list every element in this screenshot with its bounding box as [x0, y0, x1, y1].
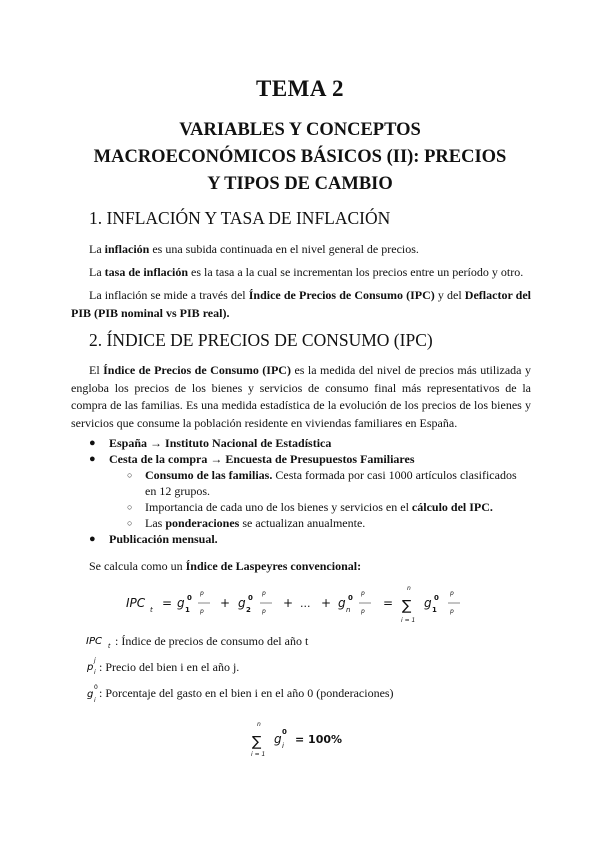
- bold-term: cálculo del IPC.: [411, 500, 493, 514]
- text: Las: [145, 516, 166, 530]
- def-g-sub: i: [94, 697, 96, 704]
- formula-plus: +: [220, 596, 231, 610]
- text: es la tasa a la cual se incrementan los precios entre un período y otro.: [188, 265, 524, 279]
- definition-text: : Índice de precios de consumo del año t: [115, 634, 309, 648]
- sum-result: = 100%: [295, 733, 343, 746]
- formula-pn-num: p: [361, 590, 365, 597]
- text: es una subida continuada en el nivel general de precios.: [149, 242, 419, 256]
- bullet-text: España → Instituto Nacional de Estadística: [109, 436, 332, 450]
- paragraph-inflacion: [71, 241, 531, 259]
- bold-term: ponderaciones: [165, 516, 240, 530]
- bullet-text: Cesta de la compra → Encuesta de Presupuestos Familiares: [109, 452, 415, 466]
- formula-g1: g: [177, 596, 185, 610]
- formula-plus: +: [321, 596, 332, 610]
- paragraph-ipc: [71, 362, 531, 432]
- formula-p1-num: p: [200, 590, 204, 597]
- sum-weights-formula: [245, 716, 365, 760]
- text: y del: [434, 288, 465, 302]
- formula-plus: +: [283, 596, 294, 610]
- sub-bullet-ponderaciones: [145, 515, 365, 531]
- formula-sum-i: i = 1: [401, 617, 416, 624]
- def-p-sup: j: [94, 657, 96, 664]
- bullet-cesta: [109, 451, 415, 467]
- definition-text: : Porcentaje del gasto en el bien i en el año 0 (ponderaciones): [99, 686, 394, 700]
- formula-dots: ...: [300, 597, 311, 610]
- sum-sigma: ∑: [252, 734, 262, 750]
- sum-n: n: [257, 721, 261, 728]
- formula-g2-sub: 2: [246, 606, 251, 614]
- def-p-sub: i: [94, 669, 96, 676]
- definition-precio: [99, 660, 239, 675]
- formula-g1-sub: 1: [185, 606, 190, 614]
- formula-gi-sup: 0: [434, 594, 439, 602]
- formula-gn-sub: n: [346, 606, 351, 614]
- formula-ipc-sub: t: [150, 606, 153, 614]
- sum-i: i = 1: [251, 751, 266, 758]
- formula-gn-sup: 0: [348, 594, 353, 602]
- sum-g: g: [274, 732, 282, 746]
- def-p-text: p: [87, 662, 94, 673]
- text: La inflación se mide a través del: [89, 288, 249, 302]
- paragraph-medicion: [71, 287, 531, 322]
- subtitle-line-2: MACROECONÓMICOS BÁSICOS (II): PRECIOS: [93, 147, 507, 167]
- definition-text: : Precio del bien i en el año j.: [99, 660, 240, 674]
- formula-eq: =: [162, 596, 173, 610]
- page-subtitle: [40, 117, 560, 198]
- sub-bullet-icon: ○: [127, 502, 133, 512]
- formula-gn: g: [338, 596, 346, 610]
- bullet-icon: ●: [89, 437, 96, 449]
- formula-gi: g: [424, 596, 432, 610]
- def-ipc-sub: t: [108, 643, 111, 650]
- subtitle-line-1: VARIABLES Y CONCEPTOS: [179, 120, 421, 140]
- text: Se calcula como un: [89, 559, 186, 573]
- section-2-heading: 2. ÍNDICE DE PRECIOS DE CONSUMO (IPC): [89, 330, 433, 350]
- sub-bullet-consumo-cont: en 12 grupos.: [145, 484, 210, 498]
- definition-ponderacion: [99, 686, 394, 701]
- formula-p2-den: p: [262, 608, 266, 615]
- def-g-text: g: [87, 689, 94, 700]
- formula-pn-den: p: [361, 608, 365, 615]
- text: La: [89, 265, 105, 279]
- text: es la medida del nivel de precios más utilizada y engloba los precios de los bienes y servicios de consumo final más representativos de la compra de las familias. Es una medida estadística de la evolución de los precios de los bienes y servicios que consume la población residente en viviendas familiares en España.: [71, 363, 531, 430]
- formula-pi-num: p: [450, 590, 454, 597]
- def-g-symbol: [86, 682, 100, 704]
- formula-g2: g: [238, 596, 246, 610]
- bullet-icon: ●: [89, 453, 96, 465]
- formula-eq: =: [383, 596, 394, 610]
- sum-g-sub: i: [282, 742, 284, 750]
- sub-bullet-icon: ○: [127, 518, 133, 528]
- formula-g2-sup: 0: [248, 594, 253, 602]
- bold-term: Consumo de las familias.: [145, 468, 273, 482]
- def-p-symbol: [86, 656, 100, 676]
- formula-sigma: ∑: [402, 598, 412, 614]
- def-ipc-text: IPC: [86, 636, 102, 647]
- sub-bullet-importancia: [145, 499, 493, 515]
- subtitle-line-3: Y TIPOS DE CAMBIO: [207, 174, 393, 194]
- formula-gi-sub: 1: [432, 606, 437, 614]
- page-title: TEMA 2: [256, 76, 344, 101]
- bullet-text: Publicación mensual.: [109, 532, 218, 546]
- text: se actualizan anualmente.: [239, 516, 366, 530]
- text: Cesta formada por casi 1000 artículos clasificados: [272, 468, 517, 482]
- bold-term: Índice de Precios de Consumo (IPC): [103, 363, 291, 377]
- formula-p2-num: p: [262, 590, 266, 597]
- formula-sum-n: n: [407, 585, 411, 592]
- section-1-heading: 1. INFLACIÓN Y TASA DE INFLACIÓN: [89, 208, 391, 228]
- formula-g1-sup: 0: [187, 594, 192, 602]
- bullet-espana: [109, 435, 331, 451]
- bold-term: tasa de inflación: [104, 265, 188, 279]
- text: La: [89, 242, 105, 256]
- sub-bullet-icon: ○: [127, 470, 133, 480]
- bold-term: Índice de Laspeyres convencional:: [185, 559, 362, 573]
- paragraph-laspeyres: [89, 558, 361, 574]
- sum-g-sup: 0: [282, 728, 287, 736]
- laspeyres-formula: [120, 580, 480, 628]
- formula-pi-den: p: [450, 608, 454, 615]
- def-g-sup: 0: [94, 684, 98, 691]
- bold-term: Índice de Precios de Consumo (IPC): [248, 288, 435, 302]
- definition-ipc: [115, 634, 308, 649]
- bold-term: inflación: [104, 242, 150, 256]
- formula-p1-den: p: [200, 608, 204, 615]
- paragraph-tasa-inflacion: [71, 264, 531, 282]
- bold-term: Deflactor del PIB (PIB nominal vs PIB real).: [71, 288, 532, 320]
- formula-ipc: IPC: [126, 596, 146, 610]
- bullet-publicacion: [109, 531, 218, 547]
- text: Importancia de cada uno de los bienes y servicios en el: [145, 500, 412, 514]
- text: El: [89, 363, 104, 377]
- bullet-icon: ●: [89, 533, 96, 545]
- sub-bullet-consumo: [145, 467, 517, 483]
